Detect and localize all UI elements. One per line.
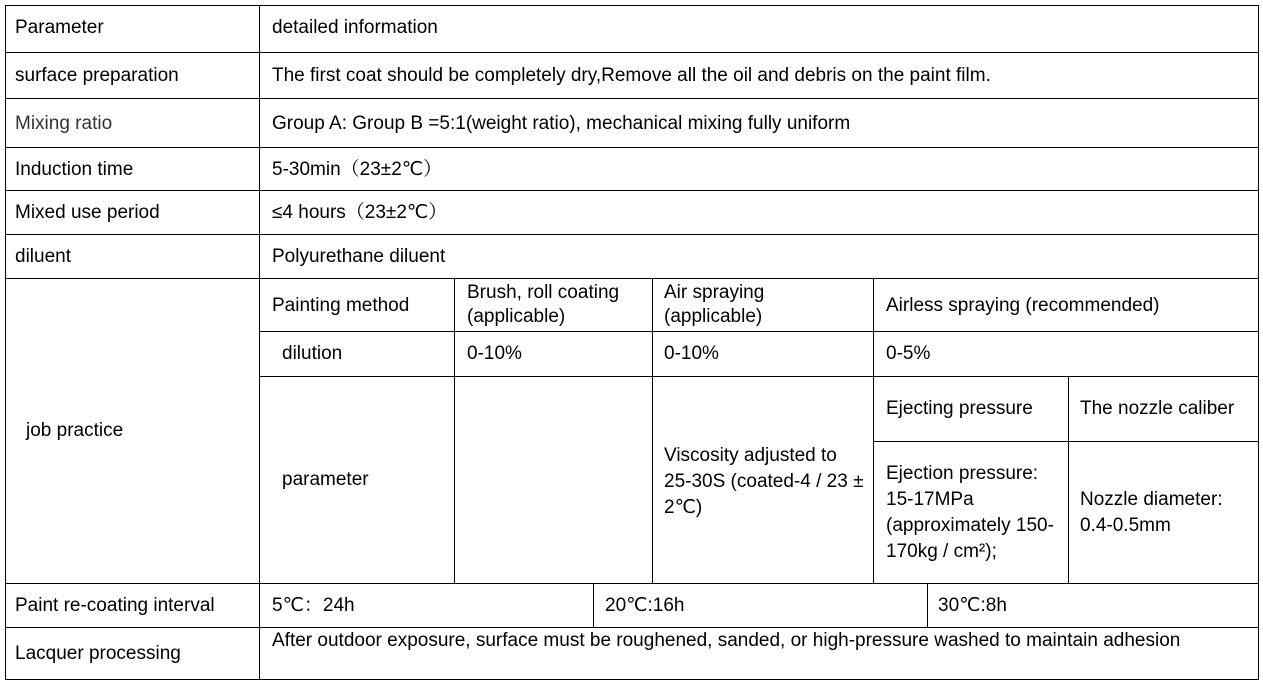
ejection-pressure-value: Ejection pressure: 15-17MPa (approximately 150-170kg / cm²);: [886, 463, 1054, 562]
dilution-air-cell: [652, 331, 874, 377]
mixing-ratio-label: Mixing ratio: [15, 113, 113, 134]
dilution-airless-value: 0-5%: [886, 343, 931, 364]
method-brush-cell: [454, 278, 653, 332]
recoating-5c-cell: [259, 583, 594, 628]
ejecting-pressure-header-cell: [873, 376, 1069, 442]
induction-time-value: 5-30min（23±2℃）: [272, 159, 443, 180]
recoating-interval-label: Paint re-coating interval: [15, 595, 215, 616]
row-label-lacquer-processing: [5, 627, 260, 680]
header-parameter-label: Parameter: [15, 17, 104, 38]
ejection-pressure-cell: [873, 441, 1069, 584]
row-value-diluent: [259, 234, 1259, 279]
method-airless-spraying: Airless spraying (recommended): [886, 295, 1160, 316]
dilution-airless-cell: [873, 331, 1259, 377]
painting-method-label: Painting method: [272, 295, 410, 316]
dilution-brush-cell: [454, 331, 653, 377]
row-value-lacquer-processing: [259, 627, 1259, 680]
nozzle-caliber-header: The nozzle caliber: [1080, 398, 1235, 419]
lacquer-processing-label: Lacquer processing: [15, 643, 181, 664]
row-label-diluent: [5, 234, 260, 279]
row-label-surface-preparation: [5, 52, 260, 99]
nozzle-caliber-header-cell: [1068, 376, 1259, 442]
dilution-air-value: 0-10%: [664, 343, 719, 364]
surface-preparation-label: surface preparation: [15, 65, 179, 86]
row-label-induction-time: [5, 147, 260, 191]
recoating-30c-cell: [927, 583, 1259, 628]
row-label-recoating-interval: [5, 583, 260, 628]
row-label-job-practice: [5, 278, 260, 584]
induction-time-label: Induction time: [15, 159, 134, 180]
recoating-20c-cell: [593, 583, 928, 628]
row-value-mixing-ratio: [259, 98, 1259, 148]
mixed-use-period-label: Mixed use period: [15, 202, 160, 223]
mixing-ratio-value: Group A: Group B =5:1(weight ratio), mechanical mixing fully uniform: [272, 113, 851, 134]
recoating-5c-value: 5℃：24h: [272, 595, 355, 616]
dilution-brush-value: 0-10%: [467, 343, 522, 364]
method-brush-roll: Brush, roll coating (applicable): [467, 282, 620, 327]
job-practice-label: job practice: [26, 420, 124, 441]
row-label-mixing-ratio: [5, 98, 260, 148]
painting-method-label-cell: [259, 278, 455, 332]
method-air-spraying: Air spraying (applicable): [664, 282, 765, 327]
lacquer-processing-value: After outdoor exposure, surface must be roughened, sanded, or high-pressure washed to maintain adhesion: [272, 630, 1181, 651]
nozzle-diameter-cell: [1068, 441, 1259, 584]
air-viscosity-parameter: Viscosity adjusted to 25-30S (coated-4 / 23 ± 2℃): [664, 445, 864, 518]
row-label-mixed-use-period: [5, 190, 260, 235]
dilution-label: dilution: [282, 343, 343, 364]
parameter-label: parameter: [282, 469, 369, 490]
row-value-surface-preparation: [259, 52, 1259, 99]
dilution-label-cell: [259, 331, 455, 377]
parameter-air-cell: [652, 376, 874, 584]
row-value-mixed-use-period: [259, 190, 1259, 235]
recoating-30c-value: 30℃:8h: [938, 595, 1007, 616]
header-parameter-cell: [5, 5, 260, 53]
ejecting-pressure-header: Ejecting pressure: [886, 398, 1033, 419]
header-detail-cell: [259, 5, 1259, 53]
mixed-use-period-value: ≤4 hours（23±2℃）: [272, 202, 448, 223]
diluent-label: diluent: [15, 246, 71, 267]
method-airless-cell: [873, 278, 1259, 332]
method-air-cell: [652, 278, 874, 332]
surface-preparation-value: The first coat should be completely dry,Remove all the oil and debris on the paint film.: [272, 65, 991, 86]
diluent-value: Polyurethane diluent: [272, 246, 446, 267]
parameter-brush-cell: [454, 376, 653, 584]
nozzle-diameter-value: Nozzle diameter: 0.4-0.5mm: [1080, 489, 1223, 536]
header-detail-label: detailed information: [272, 17, 438, 38]
recoating-20c-value: 20℃:16h: [605, 595, 685, 616]
parameter-label-cell: [259, 376, 455, 584]
row-value-induction-time: [259, 147, 1259, 191]
